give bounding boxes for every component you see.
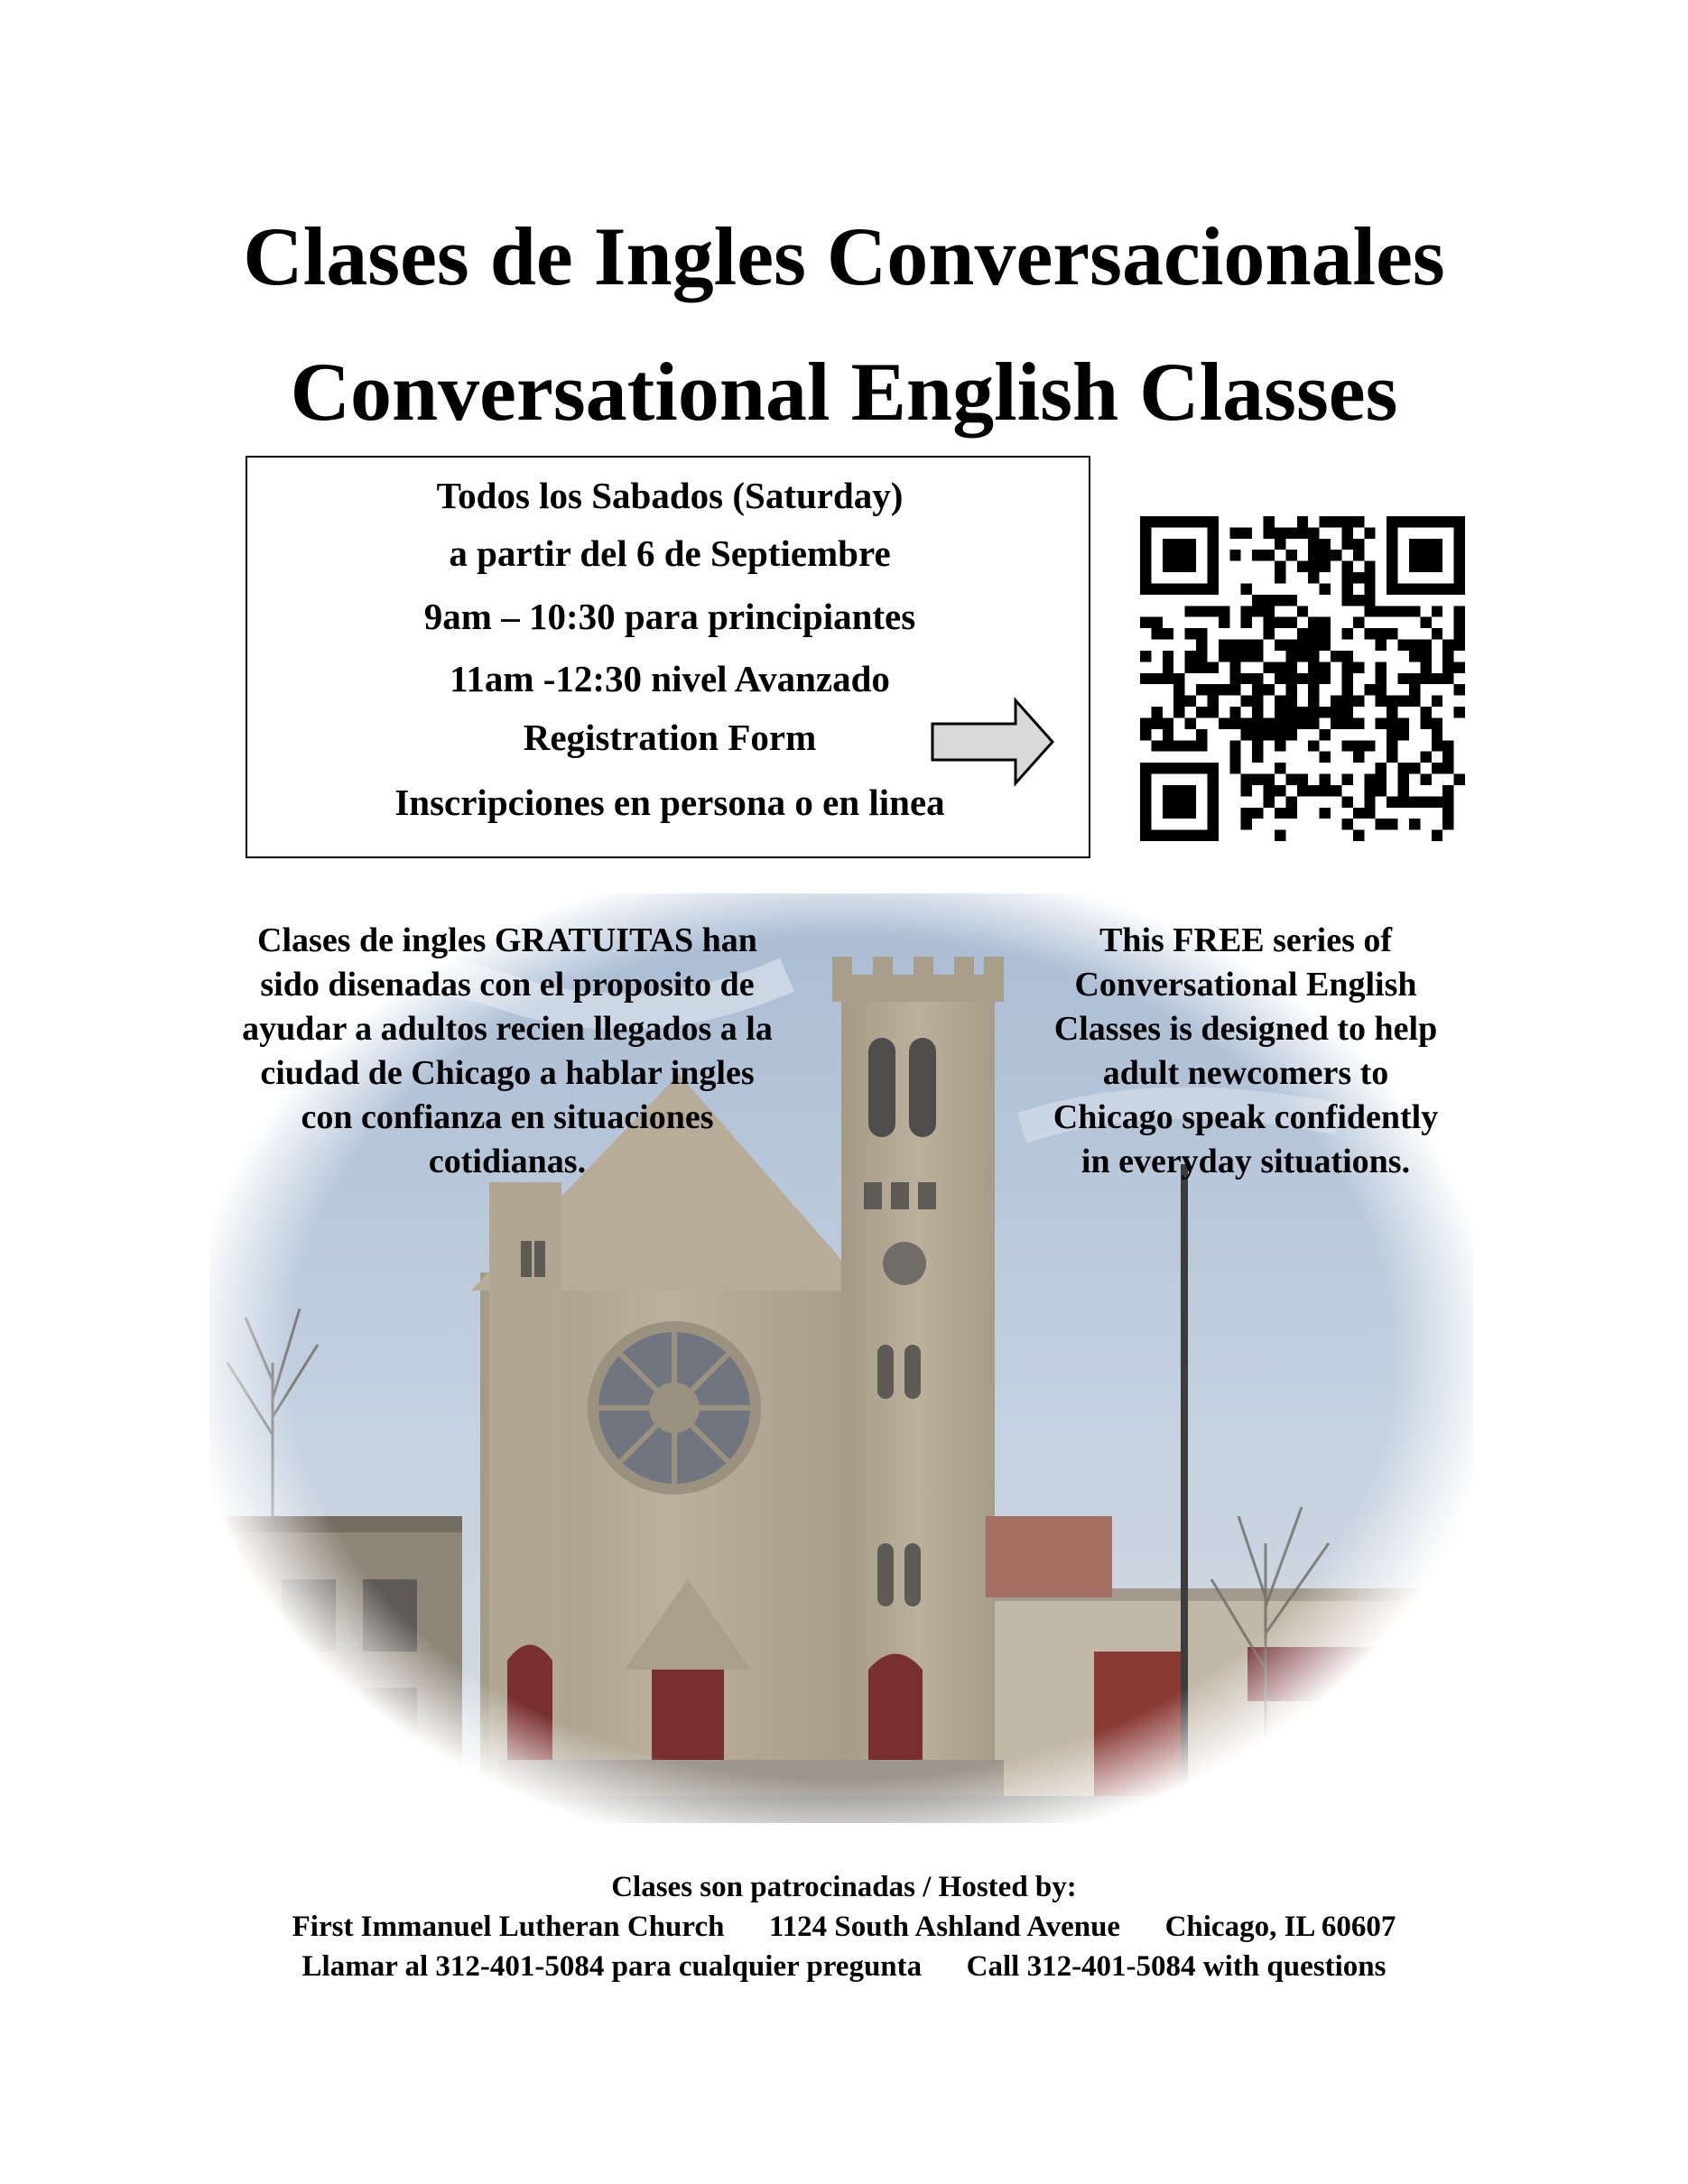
host-address: First Immanuel Lutheran Church 1124 South Ashland Avenue Chicago, IL 60607 <box>292 1911 1396 1943</box>
page-title-spanish: Clases de Ingles Conversacionales <box>243 210 1445 302</box>
schedule-start-date: a partir del 6 de Septiembre <box>449 532 891 574</box>
hosted-by-label: Clases son patrocinadas / Hosted by: <box>611 1871 1077 1903</box>
qr-code-icon[interactable] <box>1140 516 1465 841</box>
contact-phone: Llamar al 312-401-5084 para cualquier pregunta Call 312-401-5084 with questions <box>301 1950 1387 1983</box>
right-arrow-icon <box>930 697 1056 787</box>
schedule-beginners-time: 9am – 10:30 para principiantes <box>423 596 916 637</box>
description-spanish: Clases de ingles GRATUITAS han sido disenadas con el proposito de ayudar a adultos recien llegados a la ciudad de Chicago a hablar ingles con confianza en situaciones cotidianas. <box>242 921 773 1180</box>
schedule-advanced-time: 11am -12:30 nivel Avanzado <box>450 658 890 699</box>
registration-form-label[interactable]: Registration Form <box>523 717 817 758</box>
page-title-english: Conversational English Classes <box>290 346 1398 438</box>
schedule-day: Todos los Sabados (Saturday) <box>436 475 904 516</box>
registration-info: Inscripciones en persona o en linea <box>394 782 945 823</box>
schedule-info-box <box>246 456 1090 858</box>
description-english: This FREE series of Conversational English Classes is designed to help adult newcomers to Chicago speak confidently in everyday situations. <box>1053 921 1439 1180</box>
